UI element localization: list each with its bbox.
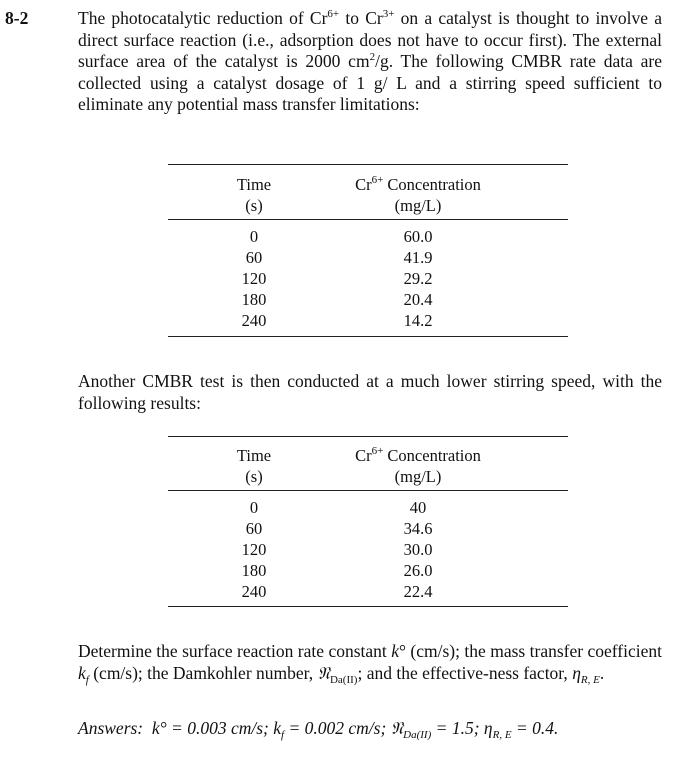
table-cell: 34.6 <box>403 519 433 538</box>
table-cell: 0 <box>249 227 259 246</box>
table-cell: 240 <box>241 311 267 330</box>
concentration-column <box>333 226 503 331</box>
table-cell: 40 <box>409 498 427 517</box>
table-cell: 120 <box>241 269 267 288</box>
problem-intro: The photocatalytic reduction of $Cr^{6+}$ to $Cr^{3+}$ on a catalyst is thought to involve a direct surface reaction (i.e., adsorption does not have to occur first). The external surface area of the catalyst is 2000 $cm^2/g$. The following CMBR rate data are collected using a catalyst dosage of 1 g/ L and a stirring speed sufficient to eliminate any potential mass transfer limitations: <box>78 8 662 114</box>
answers-line: Answers: k° = 0.003 cm/s; $k_f = 0.002$ cm/s; 𝔑$_{Da(II)}$ = 1.5; $\eta_{R, E} = 0.4$. <box>78 718 559 741</box>
table-cell: 30.0 <box>403 540 433 559</box>
question-paragraph: Determine the surface reaction rate constant k° (cm/s); the mass transfer coefficient $k_f$ (cm/s); the Damkohler number, 𝔑$_{Da(II)}$; and the effective-ness factor, $\eta_{R, E}$. <box>78 641 662 686</box>
table-top-rule <box>168 436 568 437</box>
problem-number: 8-2 <box>5 8 29 28</box>
time-header: Time (s) <box>236 175 272 215</box>
table-bottom-rule <box>168 336 568 337</box>
concentration-header: $Cr^{6+}$ Concentration (mg/L) <box>355 174 481 215</box>
time-column <box>224 226 284 331</box>
table-cell: 180 <box>241 561 267 580</box>
table-cell: 26.0 <box>403 561 433 580</box>
middle-paragraph: Another CMBR test is then conducted at a much lower stirring speed, with the following results: <box>78 371 662 413</box>
table-cell: 60 <box>245 248 263 267</box>
table-cell: 22.4 <box>403 582 433 601</box>
concentration-column <box>333 497 503 602</box>
header-rule <box>168 219 568 220</box>
table-cell: 120 <box>241 540 267 559</box>
table-cell: 180 <box>241 290 267 309</box>
table-cell: 14.2 <box>403 311 433 330</box>
time-column <box>224 497 284 602</box>
table-cell: 240 <box>241 582 267 601</box>
table-top-rule <box>168 164 568 165</box>
table-cell: 41.9 <box>403 248 433 267</box>
header-rule <box>168 490 568 491</box>
table-cell: 0 <box>249 498 259 517</box>
table-cell: 60 <box>245 519 263 538</box>
concentration-header: $Cr^{6+}$ Concentration (mg/L) <box>355 445 481 486</box>
table-cell: 29.2 <box>403 269 433 288</box>
table-cell: 60.0 <box>403 227 433 246</box>
table-cell: 20.4 <box>403 290 433 309</box>
time-header: Time (s) <box>236 446 272 486</box>
table-bottom-rule <box>168 606 568 607</box>
